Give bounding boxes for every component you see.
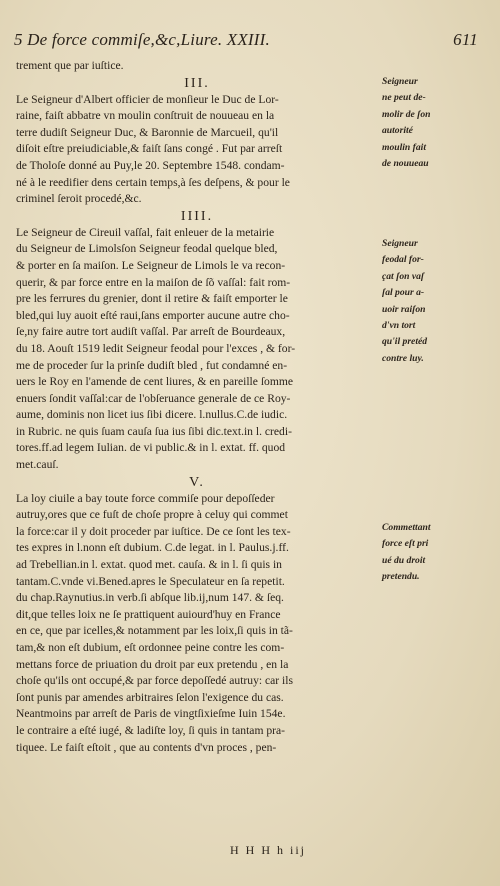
margin-note-line: contre luy. <box>382 352 424 364</box>
text-line: du chap.Raynutius.in verb.ſi abſque lib.ij,num 147. & ſeq. <box>16 591 284 605</box>
margin-note-line: d'vn tort <box>382 320 416 332</box>
text-line: in Rubric. ne quis ſuam cauſa ſua ius ſibi dic.text.in l. credi- <box>16 424 292 438</box>
text-line: raine, faiſt abbatre vn moulin conſtruit de nouueau en la <box>16 109 275 123</box>
text-line: & porter en ſa maiſon. Le Seigneur de Limols le va recon- <box>16 258 286 272</box>
text-line: diſoit eſtre preiudiciable,& faiſt ſans congé . Fut par arreſt <box>16 142 283 156</box>
text-line: tantam.C.vnde vi.Bened.apres le Speculateur en ſa repetit. <box>16 574 285 588</box>
text-line: me de proceder ſur la prinſe dudiſt bled , fut condamné en- <box>16 358 288 372</box>
page-number: 611 <box>453 30 478 49</box>
text-line: terre dudiſt Seigneur Duc, & Baronnie de Marcueil, qu'il <box>16 125 279 139</box>
text-line: choſe qu'ils ont occupé,& par force depoſſedé autruy: car ils <box>16 674 294 688</box>
margin-note-3 <box>382 520 494 586</box>
text-line: en ce, que par icelles,& notamment par les loix,ſi quis in tã- <box>16 624 293 638</box>
text-line: tiquee. Le faiſt eſtoit , que au contents d'vn proces , pen- <box>16 740 277 754</box>
text-line: criminel ſeroit procedé,&c. <box>16 192 142 206</box>
text-line: querir, & par force entre en la maiſon de ſõ vaſſal: fait rom- <box>16 275 291 289</box>
margin-note-line: Seigneur <box>382 76 418 87</box>
text-line: du Seigneur de Limolsſon Seigneur feodal quelque bled, <box>16 242 278 256</box>
text-line: aume, dominis non licet ius ſibi dicere. l.nullus.C.de iudic. <box>16 408 288 422</box>
margin-note-line: feodal for- <box>382 254 424 266</box>
section-heading-5: V. <box>189 474 205 490</box>
paragraph-section-3 <box>16 92 378 208</box>
paragraph-section-5 <box>16 491 378 757</box>
text-line: bled,qui luy auoit eſté raui,ſans emporter aucune autre cho- <box>16 308 290 322</box>
page-header <box>14 30 482 50</box>
margin-note-line: autorité <box>382 125 413 137</box>
margin-note-line: qu'il pretéd <box>382 336 428 348</box>
margin-note-line: moulin fait <box>382 141 426 153</box>
margin-note-line: uoir raiſon <box>382 303 426 315</box>
text-line: autruy,ores que ce fuſt de choſe propre à celuy qui commet <box>16 508 288 522</box>
text-line: ad Trebellian.in l. extat. quod met. cauſa. & in l. ſi quis in <box>16 558 282 572</box>
section-heading-3: III. <box>184 75 210 91</box>
text-line: né à le reedifier dens certain temps,à ſes deſpens, & pour le <box>16 175 290 189</box>
text-line: la force:car il y doit proceder par iuſtice. De ce ſont les tex- <box>16 524 291 538</box>
section-continuation <box>16 58 378 75</box>
text-line: tam,& non eſt dubium, eſt ordonnee peine contre les com- <box>16 641 285 654</box>
margin-note-line: Commettant <box>382 522 431 533</box>
text-line: ſe,ny faire autre tort audiſt vaſſal. Par arreſt de Bourdeaux, <box>16 325 286 339</box>
margin-note-line: çat ſon vaſ <box>382 270 425 282</box>
margin-note-line: Seigneur <box>382 238 418 249</box>
text-line: dit,que telles loix ne ſe prattiquent auiourd'huy en France <box>16 607 281 621</box>
text-line: mettans force de priuation du droit par eux pretendu , en la <box>16 657 289 671</box>
text-line: du 18. Aouſt 1519 ledit Seigneur feodal pour l'exces , & for- <box>16 341 296 355</box>
margin-note-line: de nouueau <box>382 158 429 170</box>
text-line: Neantmoins par arreſt de Paris de vingtſixieſme Iuin 154e. <box>16 707 286 721</box>
paragraph-section-4 <box>16 225 378 474</box>
text-line: Le Seigneur de Cireuil vaſſal, fait enleuer de la metairie <box>16 225 275 239</box>
signature-mark: H H H h iij <box>230 843 306 857</box>
margin-note-2 <box>382 236 494 367</box>
text-line: uers le Roy en l'amende de cent liures, & en pareille ſomme <box>16 375 294 389</box>
margin-note-line: pretendu. <box>382 571 420 583</box>
main-text-column <box>16 58 378 756</box>
text-line: le contraire a eſté iugé, & ladiſte loy, ſi quis in tantam pra- <box>16 723 286 737</box>
section-heading-4: IIII. <box>180 208 214 224</box>
text-line: ſont punis par amendes arbitraires ſelon l'exigence du cas. <box>16 690 284 704</box>
margin-note-line: ſal pour a- <box>382 287 425 299</box>
text-line: de Tholoſe donné au Puy,le 20. Septembre 1548. condam- <box>16 158 285 172</box>
text-line: pre les ferrures du grenier, dont il retire & faiſt emporter le <box>16 292 288 306</box>
text-line: tores.ff.ad legem Iulian. de vi public.& in l. extat. ff. quod <box>16 441 286 455</box>
margin-note-1 <box>382 74 494 172</box>
text-line: met.cauſ. <box>16 458 59 472</box>
margin-note-line: molir de ſon <box>382 108 431 120</box>
margin-note-line: ne peut de- <box>382 92 426 104</box>
text-line: tes expres in l.nonn eſt dubium. C.de legat. in l. Paulus.j.ff. <box>16 541 289 555</box>
text-line: La loy ciuile a bay toute force commiſe pour depoſſeder <box>16 491 275 505</box>
text-line: enuers ſondit vaſſal:car de l'obſeruance generale de ce Roy- <box>16 391 291 405</box>
text-line: trement que par iuſtice. <box>16 59 124 72</box>
margin-note-line: ué du droit <box>382 554 426 566</box>
running-title: 5 De force commiſe,&c,Liure. XXIII. <box>14 30 270 49</box>
text-line: Le Seigneur d'Albert officier de monſieur le Duc de Lor- <box>16 92 279 106</box>
margin-note-line: force eſt pri <box>382 538 429 550</box>
